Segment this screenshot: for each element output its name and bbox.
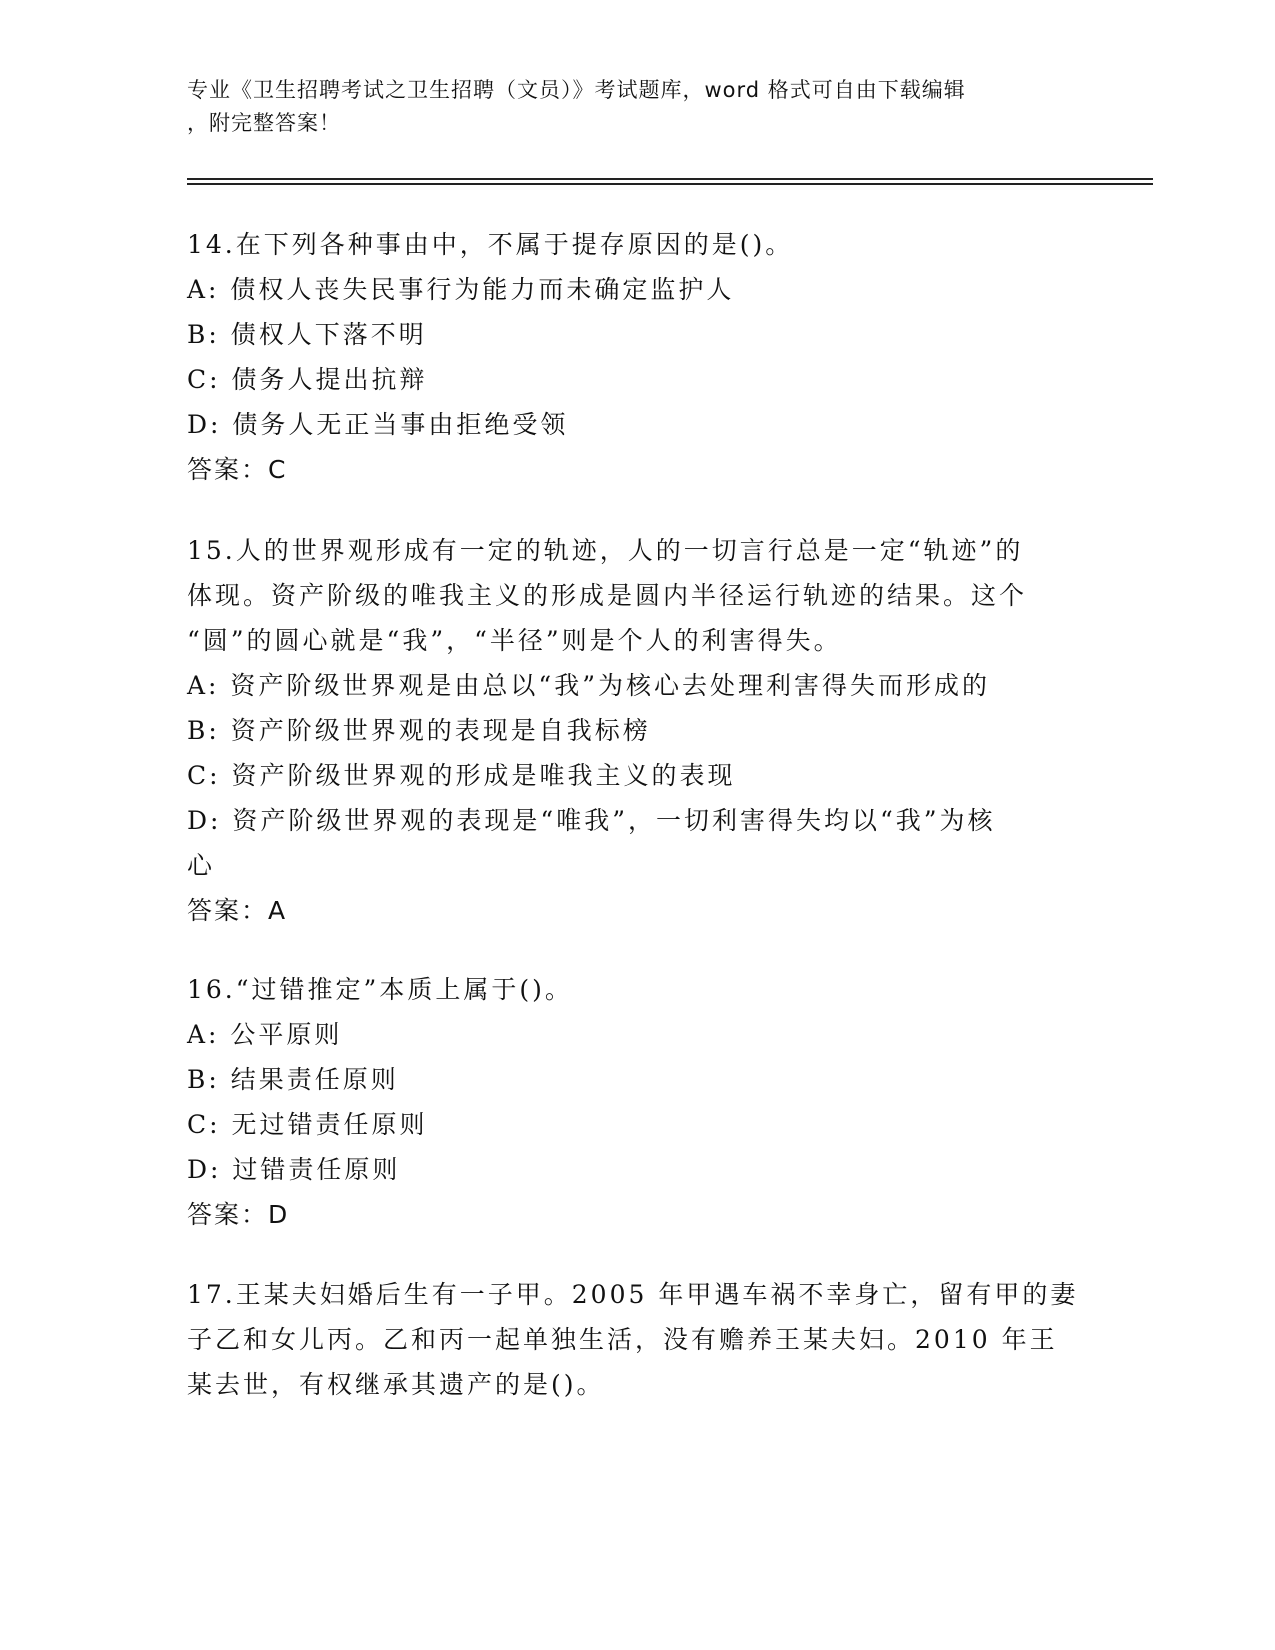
option-b: B: 结果责任原则 <box>187 1065 399 1094</box>
option-d-continuation: 心 <box>187 851 216 880</box>
question-14 <box>187 222 1087 492</box>
option-c: C: 债务人提出抗辩 <box>187 365 428 394</box>
header-divider-top <box>187 178 1153 180</box>
option-b: B: 资产阶级世界观的表现是自我标榜 <box>187 716 651 745</box>
header-line-1: 专业《卫生招聘考试之卫生招聘（文员）》考试题库，word 格式可自由下载编辑 <box>187 78 966 102</box>
option-a: A: 公平原则 <box>187 1020 343 1049</box>
question-stem: 某去世，有权继承其遗产的是()。 <box>187 1370 605 1399</box>
header-line-2: ，附完整答案！ <box>187 111 341 135</box>
question-15 <box>187 528 1087 933</box>
document-header <box>187 74 1087 140</box>
option-a: A: 资产阶级世界观是由总以“我”为核心去处理利害得失而形成的 <box>187 671 990 700</box>
question-stem: 体现。资产阶级的唯我主义的形成是圆内半径运行轨迹的结果。这个 <box>187 581 1028 610</box>
option-d: D: 资产阶级世界观的表现是“唯我”，一切利害得失均以“我”为核 <box>187 806 996 835</box>
question-stem: 14.在下列各种事由中，不属于提存原因的是()。 <box>187 230 794 259</box>
header-divider-bottom <box>187 183 1153 185</box>
answer-label: 答案：D <box>187 1200 290 1229</box>
answer-label: 答案：A <box>187 896 288 925</box>
option-d: D: 债务人无正当事由拒绝受领 <box>187 410 569 439</box>
option-d: D: 过错责任原则 <box>187 1155 401 1184</box>
answer-label: 答案：C <box>187 455 288 484</box>
question-stem: 15.人的世界观形成有一定的轨迹，人的一切言行总是一定“轨迹”的 <box>187 536 1024 565</box>
option-c: C: 资产阶级世界观的形成是唯我主义的表现 <box>187 761 736 790</box>
question-stem: “圆”的圆心就是“我”，“半径”则是个人的利害得失。 <box>187 626 842 655</box>
question-17 <box>187 1272 1087 1407</box>
question-stem: 子乙和女儿丙。乙和丙一起单独生活，没有赡养王某夫妇。2010 年王 <box>187 1325 1058 1354</box>
question-16 <box>187 967 1087 1237</box>
option-a: A: 债权人丧失民事行为能力而未确定监护人 <box>187 275 735 304</box>
question-stem: 16.“过错推定”本质上属于()。 <box>187 975 573 1004</box>
question-stem: 17.王某夫妇婚后生有一子甲。2005 年甲遇车祸不幸身亡，留有甲的妻 <box>187 1280 1079 1309</box>
option-c: C: 无过错责任原则 <box>187 1110 428 1139</box>
option-b: B: 债权人下落不明 <box>187 320 427 349</box>
